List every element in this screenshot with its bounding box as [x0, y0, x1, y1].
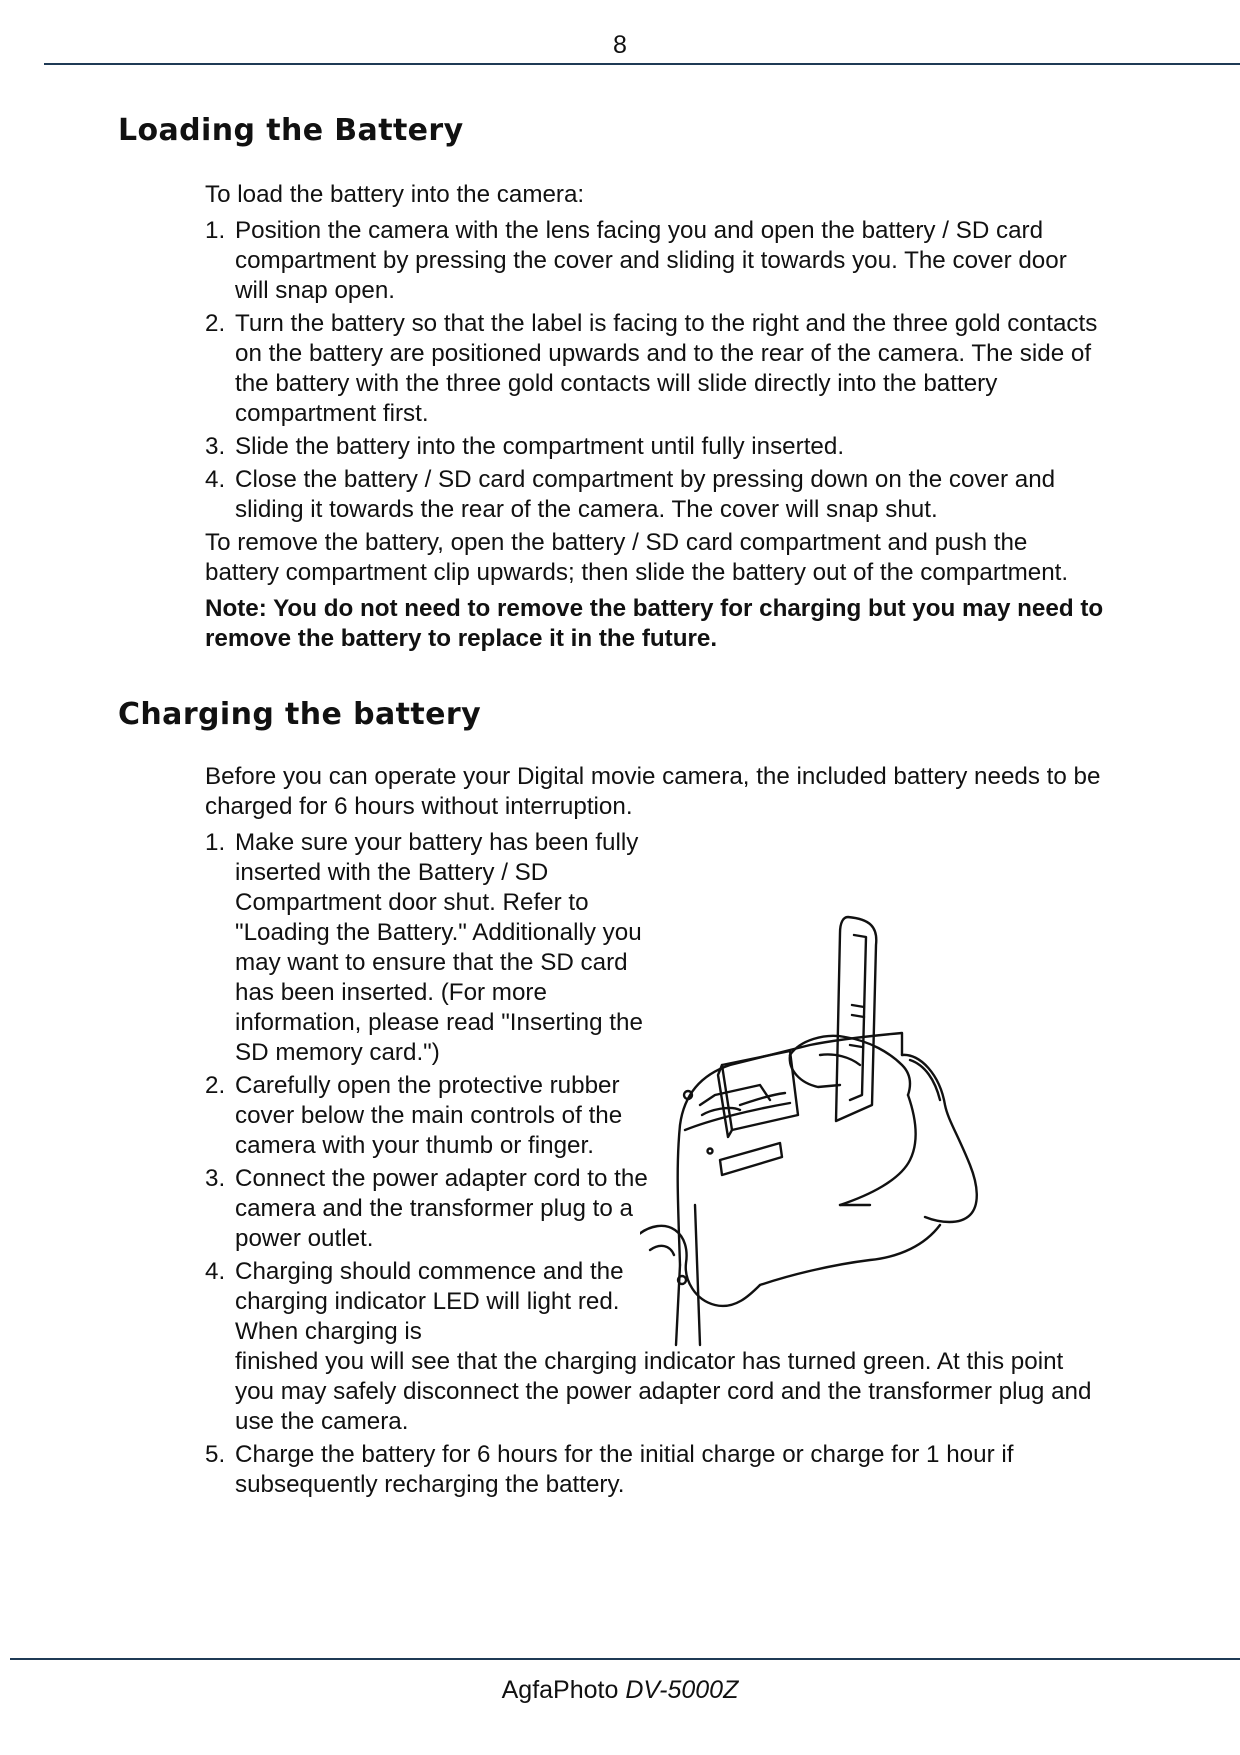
list-item — [205, 465, 1105, 525]
loading-battery-heading: Loading the Battery — [118, 113, 464, 148]
list-item — [205, 432, 1105, 462]
header-rule — [44, 63, 1240, 65]
remove-battery-text: To remove the battery, open the battery / SD card compartment and push the battery compartment clip upwards; then slide the battery out of the compartment. — [205, 529, 1069, 586]
footer — [0, 1675, 1240, 1705]
step-text: Charging should commence and the charging indicator LED will light red. When charging is — [235, 1258, 624, 1345]
footer-rule — [10, 1658, 1240, 1660]
charging-intro: Before you can operate your Digital movie camera, the included battery needs to be charged for 6 hours without interruption. — [205, 763, 1101, 820]
step-number: 1. — [205, 829, 226, 856]
step-text-continued: finished you will see that the charging indicator has turned green. At this point you may safely disconnect the power adapter cord and the transformer plug and use the camera. — [235, 1348, 1092, 1435]
step-number: 5. — [205, 1441, 226, 1468]
step-number: 4. — [205, 466, 226, 493]
step-number: 2. — [205, 1072, 226, 1099]
step-text: Turn the battery so that the label is facing to the right and the three gold contacts on the battery are positioned upwards and to the rear of the camera. The side of the battery with the three gold contacts will slide directly into the battery compartment first. — [235, 310, 1098, 427]
step-number: 2. — [205, 310, 226, 337]
step-text: Connect the power adapter cord to the camera and the transformer plug to a power outlet. — [235, 1165, 648, 1252]
step-number: 3. — [205, 1165, 226, 1192]
page-number: 8 — [613, 31, 627, 59]
loading-steps-list — [205, 216, 1105, 525]
battery-note: Note: You do not need to remove the battery for charging but you may need to remove the battery to replace it in the future. — [205, 595, 1104, 652]
list-item — [205, 309, 1105, 429]
step-number: 1. — [205, 217, 226, 244]
camera-battery-illustration — [640, 905, 1060, 1350]
step-text: Charge the battery for 6 hours for the initial charge or charge for 1 hour if subsequently recharging the battery. — [235, 1441, 1014, 1498]
step-number: 4. — [205, 1258, 226, 1285]
step-text: Position the camera with the lens facing you and open the battery / SD card compartment by pressing the cover and sliding it towards you. The cover door will snap open. — [235, 217, 1067, 304]
loading-intro: To load the battery into the camera: — [205, 181, 585, 208]
footer-brand: AgfaPhoto — [501, 1676, 619, 1704]
step-number: 3. — [205, 433, 226, 460]
step-text: Slide the battery into the compartment until fully inserted. — [235, 433, 845, 460]
step-text: Close the battery / SD card compartment by pressing down on the cover and sliding it towards the rear of the camera. The cover will snap shut. — [235, 466, 1056, 523]
charging-battery-heading: Charging the battery — [118, 697, 482, 732]
loading-battery-section — [205, 180, 1105, 654]
step-text: Carefully open the protective rubber cover below the main controls of the camera with your thumb or finger. — [235, 1072, 623, 1159]
footer-model: DV-5000Z — [625, 1676, 739, 1704]
list-item — [205, 216, 1105, 306]
step-text: Make sure your battery has been fully inserted with the Battery / SD Compartment door shut. Refer to "Loading the Battery." Additionally you may want to ensure that the SD card has been inserted. (For more information, please read "Inserting the SD memory card.") — [235, 829, 643, 1066]
list-item — [205, 1440, 1105, 1500]
